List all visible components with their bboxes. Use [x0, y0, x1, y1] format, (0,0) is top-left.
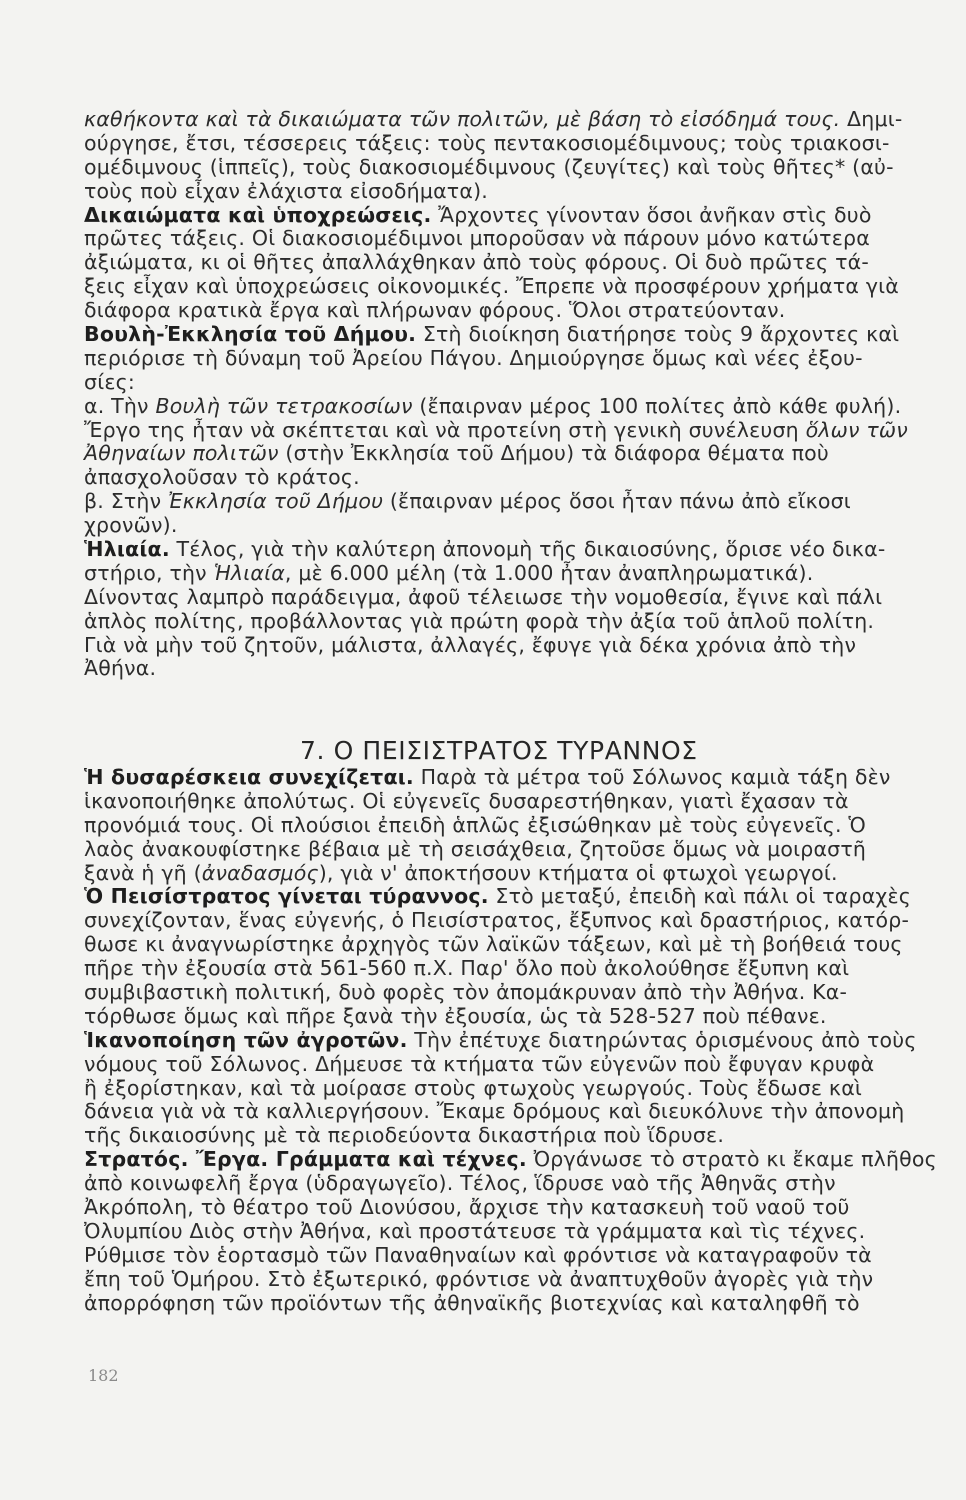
- text-segment: Στὴ διοίκηση διατήρησε τοὺς 9 ἄρχοντες καὶ: [416, 322, 900, 347]
- text-segment: ομέδιμνους (ἱππεῖς), τοὺς διακοσιομέδιμνους (ζευγίτες) καὶ τοὺς θῆτες* (αὐ-: [84, 154, 894, 179]
- text-line: [84, 1148, 944, 1172]
- text-line: [84, 538, 940, 562]
- text-segment: (στὴν Ἐκκλησία τοῦ Δήμου) τὰ διάφορα θέματα ποὺ: [278, 441, 829, 466]
- text-segment: διάφορα κρατικὰ ἔργα καὶ πλήρωναν φόρους. Ὅλοι στρατεύονταν.: [84, 298, 786, 323]
- text-segment: Τέλος, γιὰ τὴν καλύτερη ἀπονομὴ τῆς δικαιοσύνης, ὅρισε νέο δικα-: [169, 537, 886, 562]
- text-segment: ἀπασχολοῦσαν τὸ κράτος.: [84, 465, 360, 490]
- section-subheading: Ἡ δυσαρέσκεια συνεχίζεται.: [84, 765, 414, 789]
- text-line: [84, 514, 940, 538]
- text-segment: Ἀθήνα.: [84, 656, 157, 681]
- text-segment: Ρύθμισε τὸν ἑορτασμὸ τῶν Παναθηναίων καὶ φρόντισε νὰ καταγραφοῦν τὰ: [84, 1242, 872, 1267]
- text-segment: συνεχίζονταν, ἕνας εὐγενής, ὁ Πεισίστρατος, ἔξυπνος καὶ δραστήριος, κατόρ-: [84, 908, 910, 933]
- text-line: [84, 275, 940, 299]
- text-line: [84, 814, 944, 838]
- text-line: [84, 490, 940, 514]
- text-segment: συμβιβαστικὴ πολιτική, δυὸ φορὲς τὸν ἀπομάκρυναν ἀπὸ τὴν Ἀθήνα. Κα-: [84, 980, 848, 1005]
- text-line: [84, 299, 940, 323]
- text-segment: ἢ ἐξορίστηκαν, καὶ τὰ μοίρασε στοὺς φτωχοὺς γεωργούς. Τοὺς ἔδωσε καὶ: [84, 1075, 863, 1100]
- text-segment: α. Τὴν: [84, 393, 156, 418]
- text-segment: Βουλὴ τῶν τετρακοσίων: [155, 393, 413, 418]
- text-segment: δάνεια γιὰ νὰ τὰ καλλιεργήσουν. Ἔκαμε δρόμους καὶ διευκόλυνε τὴν ἀπονομὴ: [84, 1099, 905, 1124]
- body-text-section-2: [84, 766, 944, 1315]
- text-line: [84, 323, 940, 347]
- text-line: [84, 610, 940, 634]
- section-subheading: Στρατός. Ἔργα. Γράμματα καὶ τέχνες.: [84, 1147, 527, 1172]
- text-line: [84, 957, 944, 981]
- text-line: [84, 1005, 944, 1029]
- text-segment: ἀπορρόφηση τῶν προϊόντων τῆς ἀθηναϊκῆς βιοτεχνίας καὶ καταληφθῆ τὸ: [84, 1290, 860, 1315]
- text-line: [84, 766, 944, 790]
- text-segment: Ἄρχοντες γίνονταν ὅσοι ἀνῆκαν στὶς δυὸ: [431, 202, 872, 227]
- text-line: [84, 1124, 944, 1148]
- text-segment: λαὸς ἀνακουφίστηκε βέβαια μὲ τὴ σεισάχθεια, ζητοῦσε ὅμως νὰ μοιραστῆ: [84, 836, 867, 861]
- chapter-heading: 7. Ο ΠΕΙΣΙΣΤΡΑΤΟΣ ΤΥΡΑΝΝΟΣ: [300, 736, 698, 765]
- text-line: [84, 657, 940, 681]
- text-segment: θωσε κι ἀναγνωρίστηκε ἀρχηγὸς τῶν λαϊκῶν τάξεων, καὶ μὲ τὴ βοήθειά τους: [84, 932, 903, 957]
- text-line: [84, 634, 940, 658]
- text-segment: ἁπλὸς πολίτης, προβάλλοντας γιὰ πρώτη φορὰ τὴν ἀξία τοῦ ἁπλοῦ πολίτη.: [84, 608, 875, 633]
- text-line: [84, 156, 940, 180]
- text-line: [84, 790, 944, 814]
- text-line: [84, 862, 944, 886]
- text-segment: καθήκοντα καὶ τὰ δικαιώματα τῶν πολιτῶν, μὲ βάση τὸ εἰσόδημά τους.: [84, 107, 841, 131]
- text-line: [84, 251, 940, 275]
- text-segment: β. Στὴν: [84, 489, 168, 514]
- text-line: [84, 419, 940, 443]
- text-segment: ἱκανοποιήθηκε ἀπολύτως. Οἱ εὐγενεῖς δυσαρεστήθηκαν, γιατὶ ἔχασαν τὰ: [84, 788, 849, 813]
- text-line: [84, 1196, 944, 1220]
- text-segment: Στὸ μεταξύ, ἐπειδὴ καὶ πάλι οἱ ταραχὲς: [488, 884, 911, 909]
- text-line: [84, 108, 940, 132]
- text-segment: σίες:: [84, 369, 135, 394]
- section-subheading: Ὁ Πεισίστρατος γίνεται τύραννος.: [84, 884, 489, 909]
- text-segment: χρονῶν).: [84, 513, 178, 538]
- text-segment: πρῶτες τάξεις. Οἱ διακοσιομέδιμνοι μποροῦσαν νὰ πάρουν μόνο κατώτερα: [84, 226, 870, 251]
- text-segment: ἔπη τοῦ Ὁμήρου. Στὸ ἐξωτερικό, φρόντισε νὰ ἀναπτυχθοῦν ἀγορὲς γιὰ τὴν: [84, 1266, 874, 1291]
- text-line: [84, 227, 940, 251]
- text-segment: περιόρισε τὴ δύναμη τοῦ Ἀρείου Πάγου. Δημιούργησε ὅμως καὶ νέες ἐξου-: [84, 345, 863, 370]
- text-segment: , μὲ 6.000 μέλη (τὰ 1.000 ἦταν ἀναπληρωματικά).: [284, 560, 814, 585]
- text-segment: ούργησε, ἔτσι, τέσσερεις τάξεις: τοὺς πεντακοσιομέδιμνους; τοὺς τριακοσι-: [84, 130, 890, 155]
- text-segment: τῆς δικαιοσύνης μὲ τὰ περιοδεύοντα δικαστήρια ποὺ ἵδρυσε.: [84, 1123, 725, 1148]
- text-line: [84, 132, 940, 156]
- text-segment: ἀπὸ κοινωφελῆ ἔργα (ὑδραγωγεῖο). Τέλος, ἵδρυσε ναὸ τῆς Ἀθηνᾶς στὴν: [84, 1171, 836, 1196]
- text-segment: Ἔργο της ἦταν νὰ σκέπτεται καὶ νὰ προτείνη στὴ γενικὴ συνέλευση: [84, 417, 806, 442]
- text-line: [84, 204, 940, 228]
- text-line: [84, 371, 940, 395]
- text-line: [84, 1077, 944, 1101]
- text-line: [84, 562, 940, 586]
- text-line: [84, 347, 940, 371]
- text-segment: Γιὰ νὰ μὴν τοῦ ζητοῦν, μάλιστα, ἀλλαγές, ἔφυγε γιὰ δέκα χρόνια ἀπὸ τὴν: [84, 632, 857, 657]
- text-line: [84, 909, 944, 933]
- text-line: [84, 1292, 944, 1316]
- text-line: [84, 1100, 944, 1124]
- text-line: [84, 1172, 944, 1196]
- text-segment: τοὺς ποὺ εἶχαν ἐλάχιστα εἰσοδήματα).: [84, 178, 488, 203]
- section-subheading: Ἡλιαία.: [84, 537, 170, 562]
- text-line: [84, 395, 940, 419]
- text-segment: προνόμιά τους. Οἱ πλούσιοι ἐπειδὴ ἁπλῶς ἐξισώθηκαν μὲ τοὺς εὐγενεῖς. Ὁ: [84, 812, 867, 837]
- text-line: [84, 586, 940, 610]
- text-segment: Δίνοντας λαμπρὸ παράδειγμα, ἀφοῦ τέλειωσε τὴν νομοθεσία, ἔγινε καὶ πάλι: [84, 584, 883, 609]
- text-segment: Ἐκκλησία τοῦ Δήμου: [167, 489, 384, 514]
- text-line: [84, 1244, 944, 1268]
- text-line: [84, 933, 944, 957]
- text-line: [84, 981, 944, 1005]
- text-segment: στήριο, τὴν: [84, 560, 214, 585]
- text-segment: πῆρε τὴν ἐξουσία στὰ 561-560 π.Χ. Παρ' ὅλο ποὺ ἀκολούθησε ἔξυπνη καὶ: [84, 956, 850, 981]
- page-number: 182: [88, 1366, 119, 1385]
- text-segment: Ὀργάνωσε τὸ στρατὸ κι ἔκαμε πλῆθος: [526, 1147, 937, 1172]
- text-line: [84, 1220, 944, 1244]
- text-segment: ἀξιώματα, κι οἱ θῆτες ἀπαλλάχθηκαν ἀπὸ τοὺς φόρους. Οἱ δυὸ πρῶτες τά-: [84, 250, 869, 275]
- text-segment: Τὴν ἐπέτυχε διατηρώντας ὁρισμένους ἀπὸ τοὺς: [407, 1027, 917, 1052]
- text-line: [84, 466, 940, 490]
- text-line: [84, 1053, 944, 1077]
- text-segment: ξεις εἶχαν καὶ ὑποχρεώσεις οἰκονομικές. Ἔπρεπε νὰ προσφέρουν χρήματα γιὰ: [84, 274, 900, 299]
- text-segment: Ἀκρόπολη, τὸ θέατρο τοῦ Διονύσου, ἄρχισε τὴν κατασκευὴ τοῦ ναοῦ τοῦ: [84, 1195, 850, 1220]
- text-segment: τόρθωσε ὅμως καὶ πῆρε ξανὰ τὴν ἐξουσία, ὡς τὰ 528-527 ποὺ πέθανε.: [84, 1003, 827, 1028]
- text-segment: ξανὰ ἡ γῆ (: [84, 860, 202, 885]
- text-segment: Παρὰ τὰ μέτρα τοῦ Σόλωνος καμιὰ τάξη δὲν: [413, 765, 891, 789]
- text-segment: Ἡλιαία: [213, 560, 285, 585]
- section-subheading: Δικαιώματα καὶ ὑποχρεώσεις.: [84, 202, 432, 227]
- body-text-section-1: [84, 108, 940, 681]
- section-subheading: Ἱκανοποίηση τῶν ἀγροτῶν.: [84, 1027, 408, 1052]
- text-line: [84, 1268, 944, 1292]
- text-segment: (ἔπαιρναν μέρος ὅσοι ἦταν πάνω ἀπὸ εἴκοσι: [383, 489, 851, 514]
- text-line: [84, 1029, 944, 1053]
- text-segment: ὅλων τῶν: [805, 417, 908, 442]
- text-segment: (ἔπαιρναν μέρος 100 πολίτες ἀπὸ κάθε φυλή).: [412, 393, 902, 418]
- section-subheading: Βουλὴ-Ἐκκλησία τοῦ Δήμου.: [84, 322, 417, 347]
- text-segment: Ἀθηναίων πολιτῶν: [84, 441, 279, 466]
- text-segment: Δημι-: [840, 107, 903, 131]
- text-line: [84, 442, 940, 466]
- text-segment: ), γιὰ ν' ἀποκτήσουν κτήματα οἱ φτωχοὶ γεωργοί.: [318, 860, 838, 885]
- text-line: [84, 885, 944, 909]
- text-segment: νόμους τοῦ Σόλωνος. Δήμευσε τὰ κτήματα τῶν εὐγενῶν ποὺ ἔφυγαν κρυφὰ: [84, 1051, 875, 1076]
- text-line: [84, 838, 944, 862]
- text-segment: Ὀλυμπίου Διὸς στὴν Ἀθήνα, καὶ προστάτευσε τὰ γράμματα καὶ τὶς τέχνες.: [84, 1218, 866, 1243]
- text-line: [84, 180, 940, 204]
- text-segment: ἀναδασμός: [201, 860, 319, 885]
